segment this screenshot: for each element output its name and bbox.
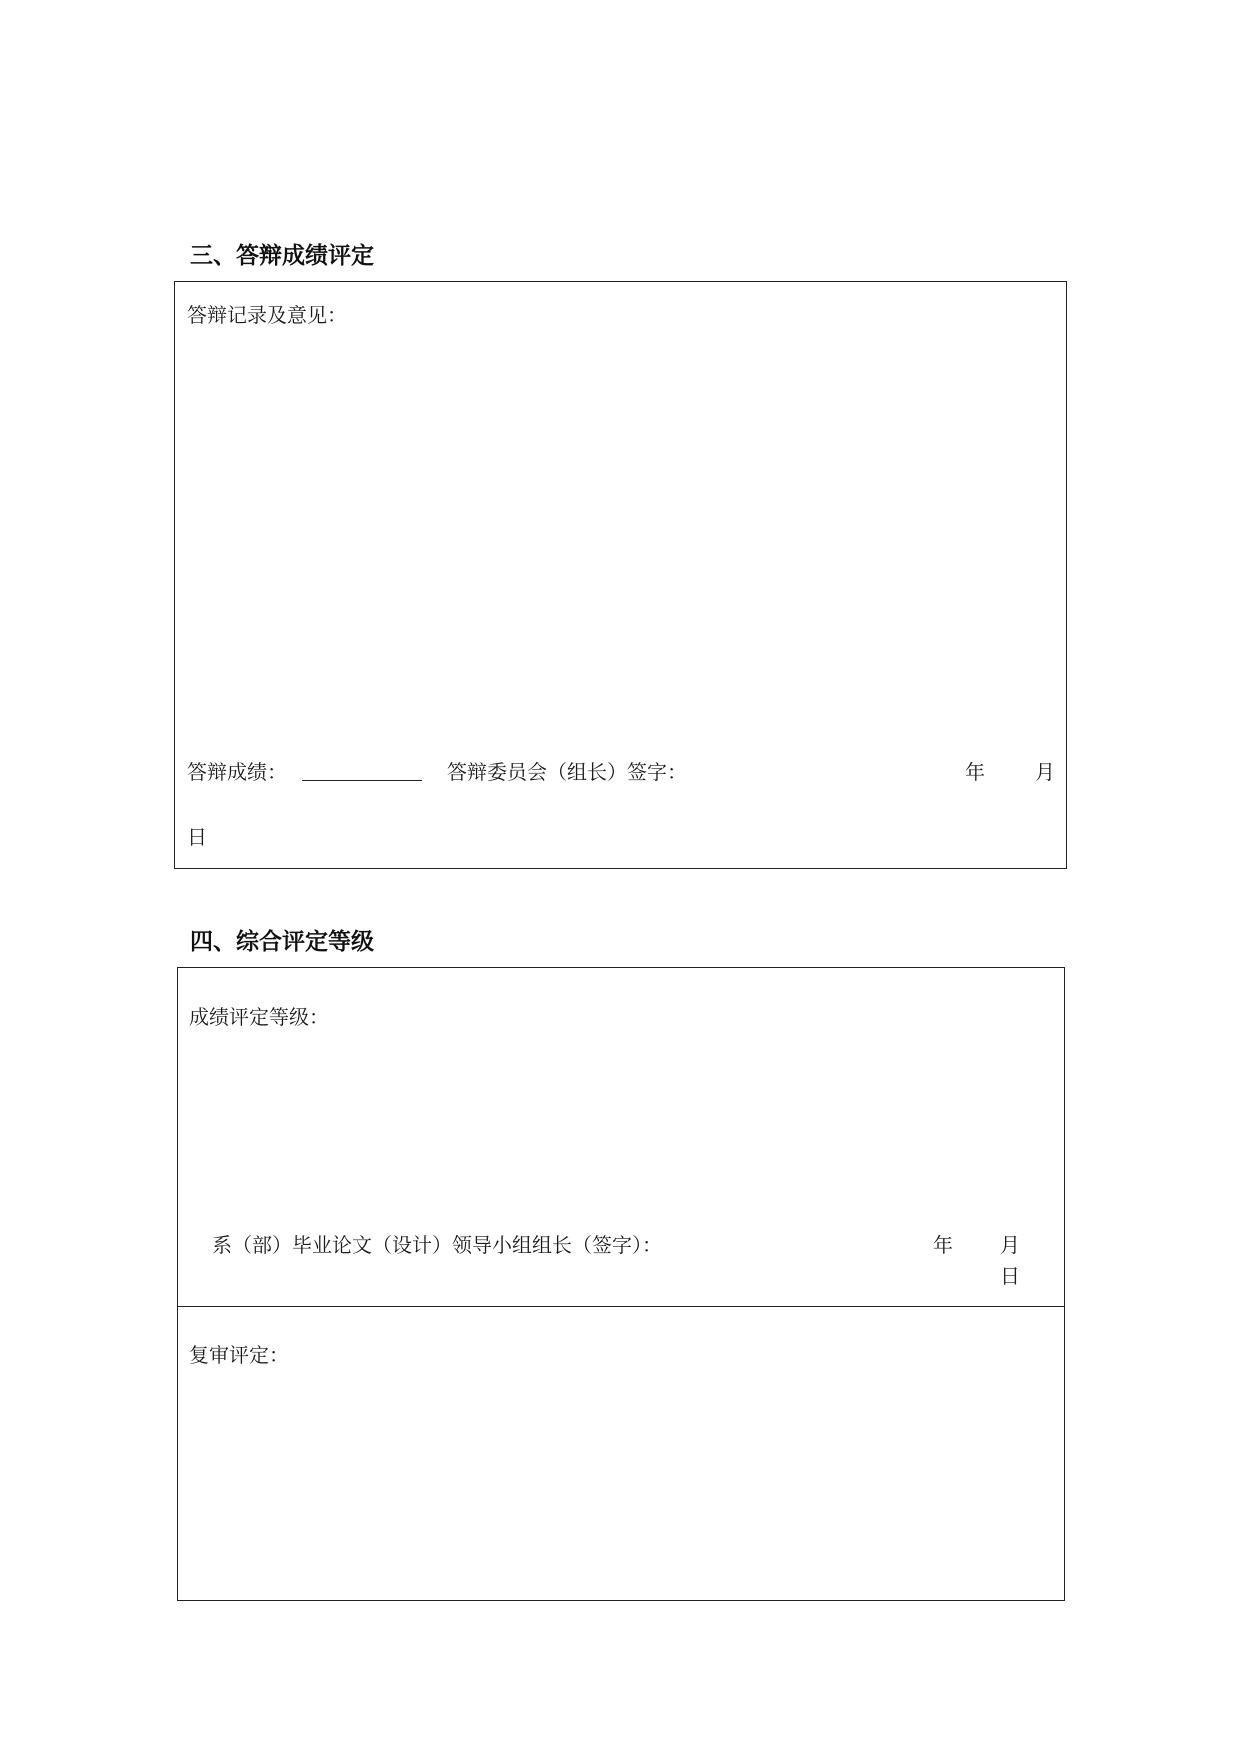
grade-label: 成绩评定等级： — [189, 1005, 329, 1029]
overall-evaluation-divider — [177, 1306, 1065, 1307]
section3-title: 三、答辩成绩评定 — [190, 243, 374, 269]
overall-evaluation-box — [177, 967, 1065, 1601]
section4-title: 四、综合评定等级 — [190, 929, 374, 955]
defense-score-label: 答辩成绩： — [187, 760, 287, 784]
defense-record-label: 答辩记录及意见： — [187, 303, 347, 327]
review-label: 复审评定： — [189, 1343, 289, 1367]
section3-day: 日 — [187, 825, 207, 849]
section3-month: 月 — [1035, 760, 1055, 784]
section3-year: 年 — [965, 760, 985, 784]
defense-score-blank[interactable] — [302, 780, 422, 781]
section4-month: 月 — [1000, 1233, 1020, 1257]
committee-sign-label: 答辩委员会（组长）签字： — [447, 760, 687, 784]
section4-year: 年 — [933, 1233, 953, 1257]
section4-day: 日 — [1000, 1264, 1020, 1288]
leader-sign-label: 系（部）毕业论文（设计）领导小组组长（签字）： — [212, 1233, 662, 1257]
